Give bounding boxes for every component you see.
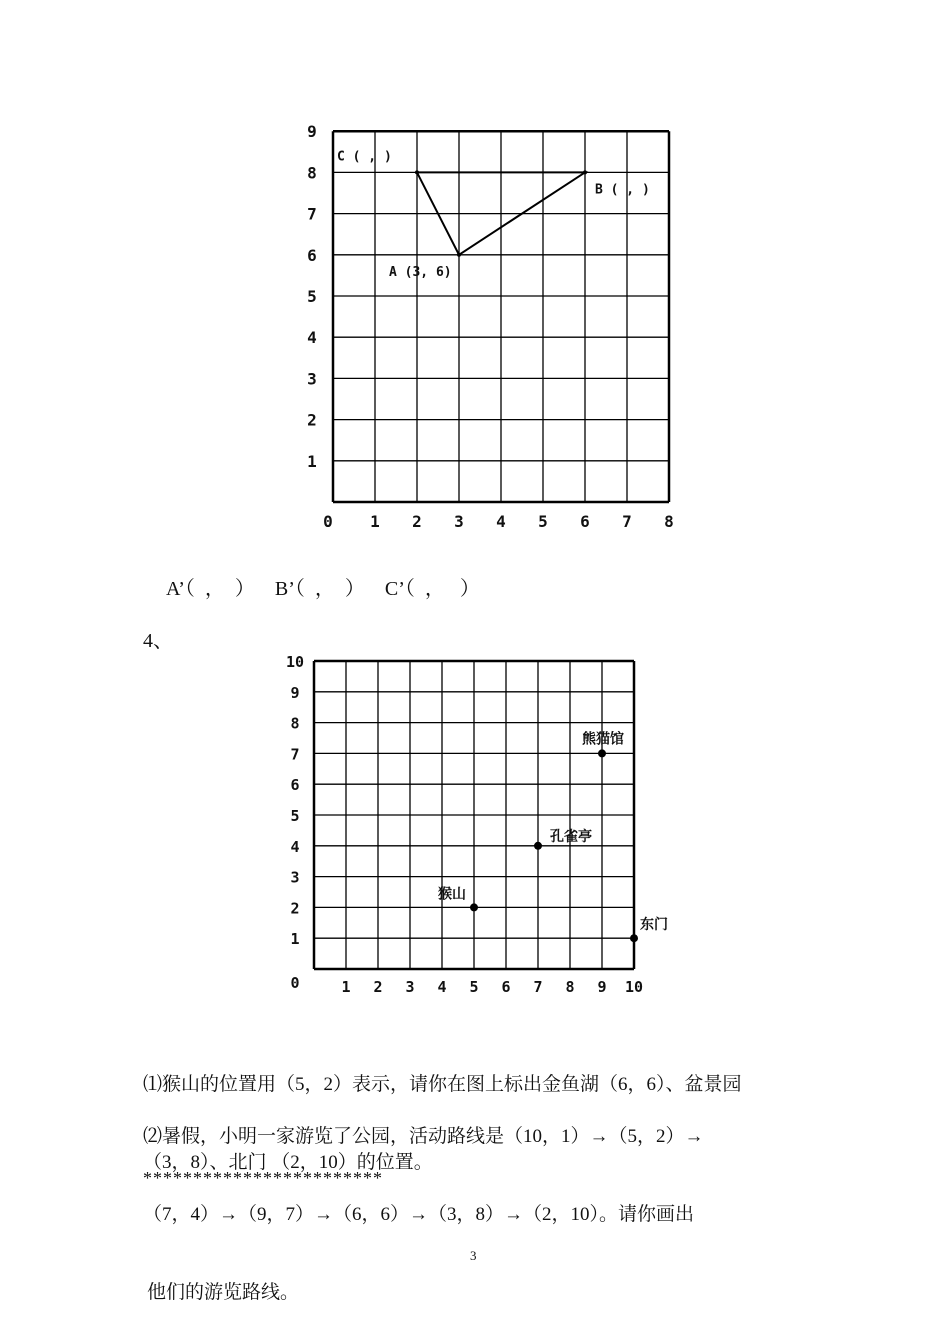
vertex-label: A (3, 6) <box>389 264 452 280</box>
x-tick-label: 5 <box>538 512 548 531</box>
y-tick-label: 3 <box>307 369 317 389</box>
y-tick-label: 7 <box>307 204 317 224</box>
y-tick-label: 2 <box>307 410 317 430</box>
y-tick-label: 5 <box>307 287 317 306</box>
y-tick-label: 1 <box>307 451 317 471</box>
vertex-point <box>583 170 587 174</box>
x-tick-label: 6 <box>501 978 511 996</box>
location-label: 猴山 <box>438 886 466 903</box>
y-tick-label: 4 <box>290 837 300 856</box>
x-tick-label: 0 <box>290 974 300 992</box>
y-tick-label: 10 <box>285 653 305 671</box>
location-label: 东门 <box>640 917 668 934</box>
y-tick-label: 1 <box>290 930 300 949</box>
x-tick-label: 6 <box>580 512 590 531</box>
x-tick-label: 1 <box>341 978 351 996</box>
x-tick-label: 3 <box>454 512 464 531</box>
y-tick-label: 2 <box>290 899 300 918</box>
x-tick-label: 7 <box>622 512 632 531</box>
answer-line: A’（ ， ） B’（ ， ） C’（ ， ） <box>166 578 480 600</box>
x-tick-label: 7 <box>533 978 543 996</box>
question-1-line-2: （3，8）、北门 （2，10）的位置。 <box>143 1152 433 1173</box>
y-tick-label: 4 <box>307 328 317 348</box>
location-label: 熊猫馆 <box>582 731 624 748</box>
y-tick-label: 5 <box>290 807 300 825</box>
separator-stars: ************************ <box>143 1168 383 1188</box>
x-tick-label: 9 <box>597 978 607 996</box>
x-tick-label: 10 <box>624 978 644 996</box>
question-2-line-2: （7，4）→（9，7）→（6，6）→（3，8）→（2，10）。请你画出 <box>143 1204 695 1225</box>
x-tick-label: 0 <box>323 512 333 531</box>
location-point <box>630 934 638 942</box>
vertex-point <box>457 253 461 257</box>
x-tick-label: 4 <box>496 512 506 531</box>
question-1-line-1: ⑴猴山的位置用（5，2）表示，请你在图上标出金鱼湖（6，6）、盆景园 <box>143 1074 742 1095</box>
x-tick-label: 2 <box>373 978 383 996</box>
y-tick-label: 9 <box>307 122 317 142</box>
x-tick-label: 1 <box>370 512 380 531</box>
park-map-grid-figure <box>280 648 680 998</box>
section-number: 4、 <box>143 630 173 652</box>
location-point <box>598 749 606 757</box>
vertex-point <box>415 170 419 174</box>
x-tick-label: 3 <box>405 978 415 996</box>
y-tick-label: 6 <box>290 776 300 795</box>
x-tick-label: 4 <box>437 978 447 996</box>
y-tick-label: 7 <box>290 745 300 764</box>
question-2 <box>143 1072 704 1332</box>
x-tick-label: 2 <box>412 512 422 531</box>
location-point <box>534 842 542 850</box>
vertex-label: C ( , ) <box>337 149 392 165</box>
vertex-label: B ( , ) <box>595 182 650 198</box>
x-tick-label: 5 <box>469 978 479 996</box>
location-point <box>470 903 478 911</box>
question-2-line-3: 他们的游览路线。 <box>147 1282 300 1303</box>
x-tick-label: 8 <box>565 978 575 996</box>
location-label: 孔雀亭 <box>550 828 592 845</box>
y-tick-label: 9 <box>290 683 300 702</box>
page-number: 3 <box>470 1248 477 1263</box>
y-tick-label: 8 <box>290 714 300 733</box>
y-tick-label: 3 <box>290 868 300 887</box>
question-2-line-1: ⑵暑假，小明一家游览了公园，活动路线是（10，1）→（5，2）→ <box>143 1126 704 1147</box>
y-tick-label: 8 <box>307 163 317 183</box>
triangle-grid-figure <box>300 120 700 540</box>
y-tick-label: 6 <box>307 245 317 265</box>
x-tick-label: 8 <box>664 512 674 531</box>
